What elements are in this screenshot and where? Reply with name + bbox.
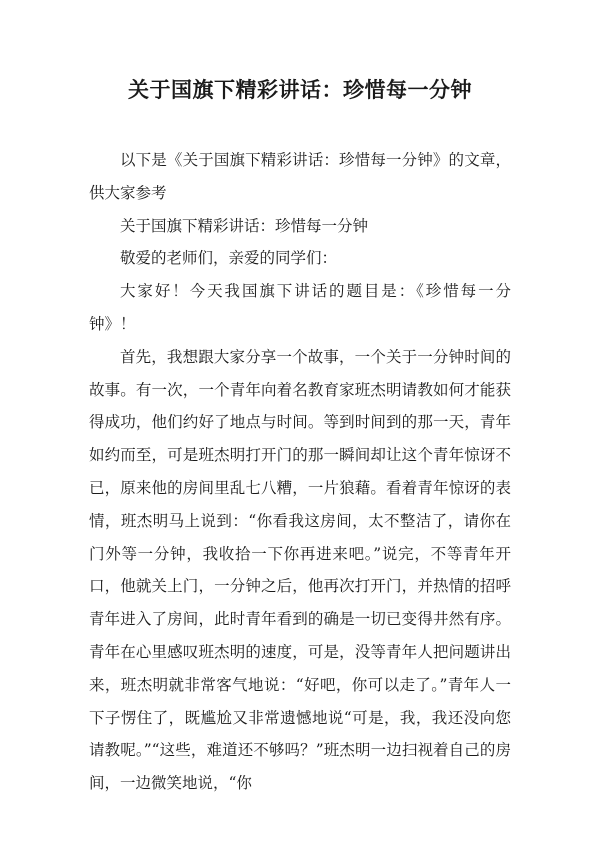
paragraph-story: 首先，我想跟大家分享一个故事，一个关于一分钟时间的故事。有一次，一个青年向着名教育家班杰明请教如何才能获得成功，他们约好了地点与时间。等到时间到的那一天，青年如约而至，可是班杰明打开门的那一瞬间却让这个青年惊讶不已，原来他的房间里乱七八糟，一片狼藉。看着青年惊讶的表情，班杰明马上说到：“你看我这房间，太不整洁了，请你在门外等一分钟，我收拾一下你再进来吧。”说完，不等青年开口，他就关上门，一分钟之后，他再次打开门，并热情的招呼青年进入了房间，此时青年看到的确是一切已变得井然有序。青年在心里感叹班杰明的速度，可是，没等青年人把问题讲出来，班杰明就非常客气地说：“好吧，你可以走了。”青年人一下子愣住了，既尴尬又非常遗憾地说“可是，我，我还没向您请教呢。”“这些，难道还不够吗？”班杰明一边扫视着自己的房间，一边微笑地说，“你 [89, 347, 511, 793]
paragraph-subtitle: 关于国旗下精彩讲话：珍惜每一分钟 [120, 216, 369, 235]
document-title: 关于国旗下精彩讲话：珍惜每一分钟 [128, 78, 472, 102]
paragraph-intro: 以下是《关于国旗下精彩讲话：珍惜每一分钟》的文章，供大家参考 [89, 151, 511, 202]
paragraph-salutation: 敬爱的老师们，亲爱的同学们： [120, 249, 338, 268]
paragraph-greeting: 大家好！今天我国旗下讲话的题目是：《珍惜每一分钟》！ [89, 282, 511, 333]
document-body [89, 144, 511, 800]
